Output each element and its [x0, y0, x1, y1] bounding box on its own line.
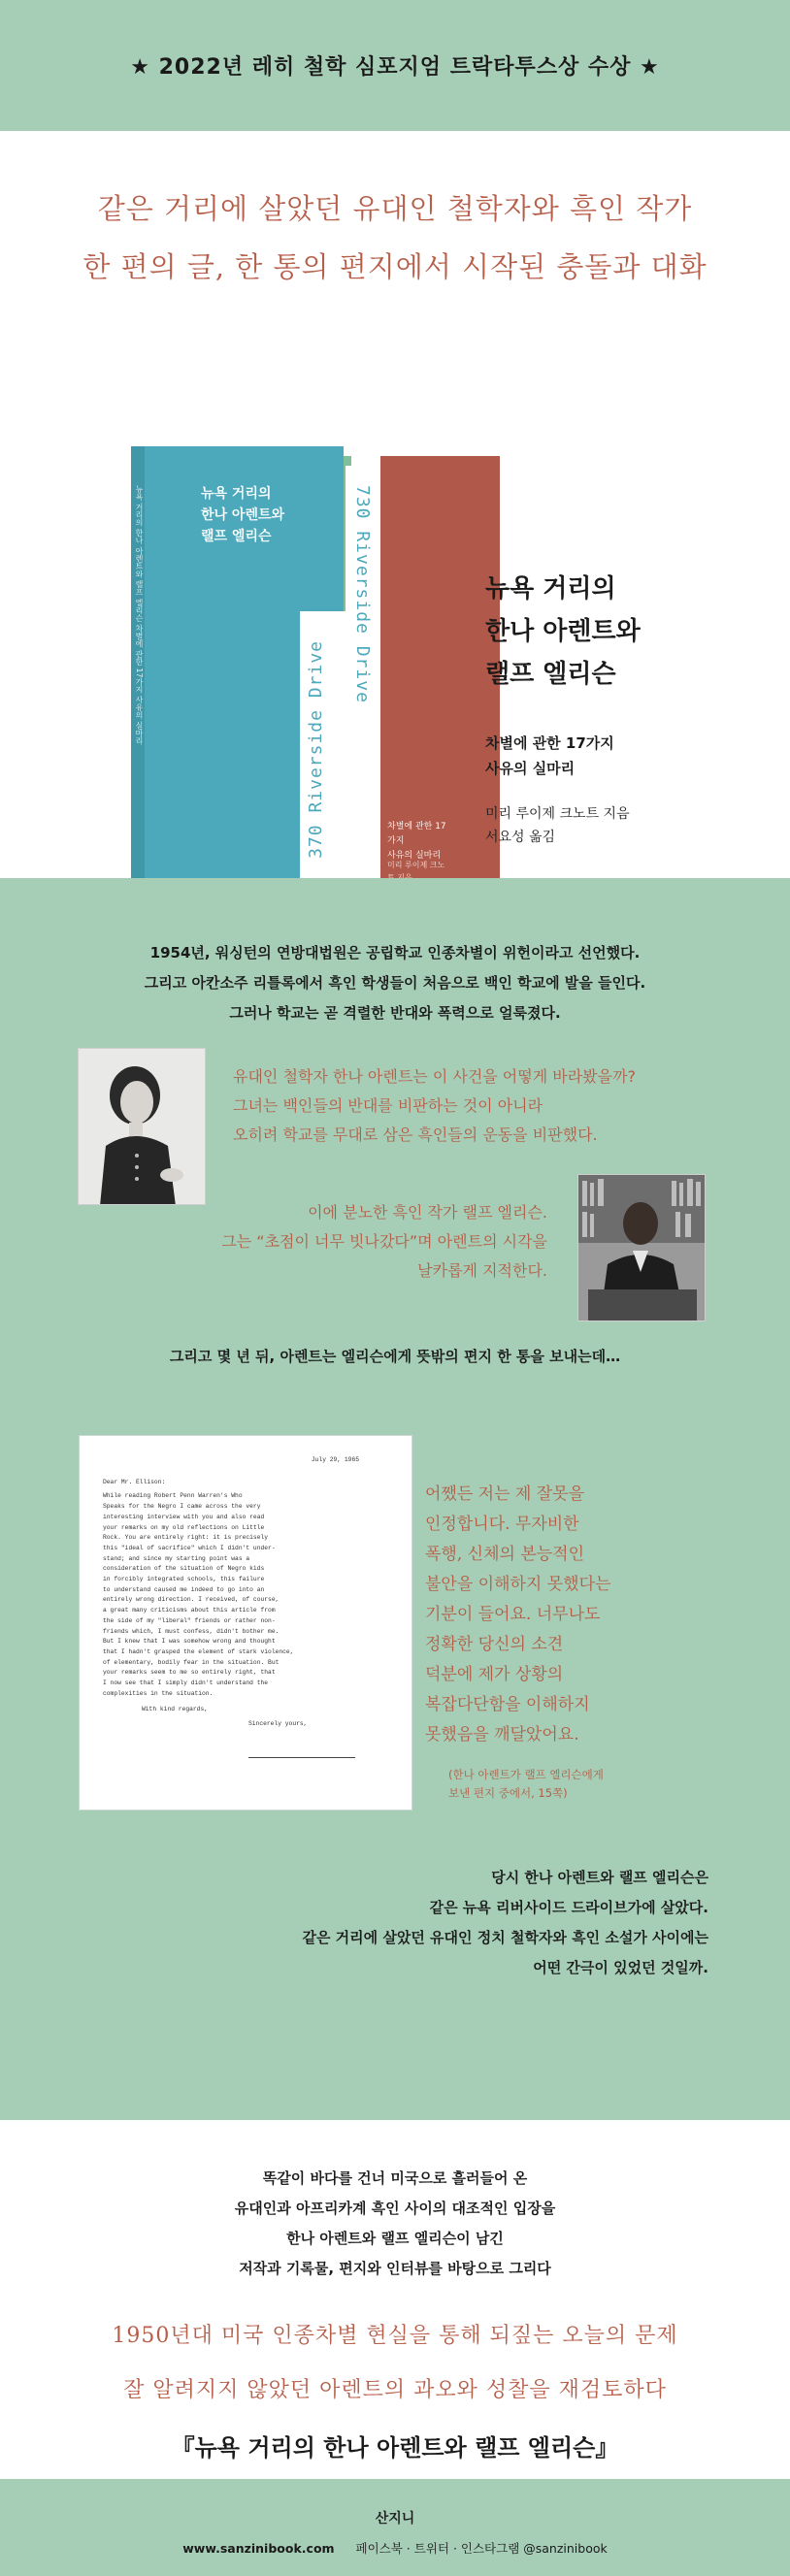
- closing-tagline: 1950년대 미국 인종차별 현실을 통해 되짚는 오늘의 문제 잘 알려지지 않았던 아렌트의 과오와 성찰을 재검토하다: [112, 2324, 678, 2402]
- letter-line: entirely wrong direction. I received, of course,: [103, 1596, 280, 1604]
- quote-line: 폭행, 신체의 본능적인: [425, 1545, 585, 1564]
- website-link[interactable]: www.sanzinibook.com: [182, 2541, 335, 2556]
- book-front-cover: [145, 446, 451, 931]
- award-banner: [0, 0, 790, 131]
- quote-source: (한나 아렌트가 랠프 엘리슨에게 보낸 편지 중에서, 15쪽): [448, 1768, 604, 1800]
- quote-line: 복잡다단함을 이해하지: [425, 1695, 590, 1714]
- spine-text: 뉴욕 거리의 한나 아렌트와 랠프 엘리슨 차별에 관한 17가지 사유의 실마리: [135, 485, 144, 745]
- book-cover-image: [131, 446, 451, 931]
- quote-line: 불안을 이해하지 못했다는: [425, 1575, 611, 1594]
- book-spine: [131, 446, 145, 931]
- award-text: ★ 2022년 레히 철학 심포지엄 트락타투스상 수상 ★: [130, 55, 660, 80]
- letter-date: July 29, 1965: [311, 1456, 359, 1463]
- letter-line: friends which, I must confess, didn't bother me.: [103, 1627, 280, 1635]
- letter-salutation: Dear Mr. Ellison:: [103, 1478, 166, 1485]
- hero-headline-line-2: 한 편의 글, 한 통의 편지에서 시작된 충돌과 대화: [82, 250, 708, 283]
- signature-line: [248, 1757, 355, 1758]
- book-info: [485, 568, 641, 849]
- hannah-arendt-photo: [78, 1048, 206, 1205]
- letter-line: interesting interview with you and also read: [103, 1513, 265, 1520]
- letter-line: stand; and since my starting point was a: [103, 1554, 250, 1562]
- book-credits: 미리 루이제 크노트 지음 서요성 옮김: [485, 806, 630, 845]
- letter-line: this "ideal of sacrifice" which I didn't under-: [103, 1544, 276, 1551]
- letter-line: consideration of the situation of Negro kids: [103, 1565, 265, 1573]
- letter-body: [103, 1491, 388, 1699]
- letter-line: in forcibly integrated schools, this failure: [103, 1576, 265, 1583]
- hero-headline-line-1: 같은 거리에 살았던 유대인 철학자와 흑인 작가: [97, 192, 693, 225]
- letter-line: your remarks seem to me so entirely right, that: [103, 1669, 276, 1677]
- letter-line: But I knew that I was somehow wrong and thought: [103, 1638, 276, 1646]
- letter-line: complexities in the situation.: [103, 1689, 214, 1697]
- intro-paragraph: 1954년, 워싱턴의 연방대법원은 공립학교 인종차별이 위헌이라고 선언했다. 그리고 아칸소주 리틀록에서 흑인 학생들이 처음으로 백인 학교에 발을 들인다. 그러나 학교는 곧 격렬한 반대와 폭력으로 얼룩졌다.: [144, 944, 646, 1022]
- letter-intro: 그리고 몇 년 뒤, 아렌트는 엘리슨에게 뜻밖의 편지 한 통을 보내는데…: [169, 1348, 621, 1365]
- footer-publisher: 산지니: [375, 2511, 415, 2527]
- cover-address-370: 370 Riverside Drive: [306, 640, 326, 859]
- letter-signoff: Sincerely yours,: [248, 1720, 308, 1728]
- quote-line: 정확한 당신의 소견: [425, 1635, 564, 1654]
- ellison-paragraph: 이에 분노한 흑인 작가 랠프 엘리슨. 그는 “초점이 너무 빗나갔다”며 아렌트의 시각을 날카롭게 지적한다.: [221, 1203, 547, 1280]
- letter-closing: With kind regards,: [142, 1706, 209, 1713]
- letter-line: Rock. You are entirely right: it is precisely: [103, 1534, 269, 1542]
- outro-paragraph: 당시 한나 아렌트와 랠프 엘리슨은 같은 뉴욕 리버사이드 드라이브가에 살았다. 같은 거리에 살았던 유대인 정치 철학자와 흑인 소설가 사이에는 어떤 간극이 있었던 것일까.: [302, 1869, 708, 1976]
- letter-line: that I hadn't grasped the element of stark violence,: [103, 1647, 294, 1655]
- ralph-ellison-photo: [577, 1174, 706, 1321]
- hero-headline: [0, 179, 790, 296]
- closing-section: [0, 2120, 790, 2479]
- closing-paragraph: 똑같이 바다를 건너 미국으로 흘러들어 온 유대인과 아프리카계 흑인 사이의 대조적인 입장을 한나 아렌트와 랠프 엘리슨이 남긴 저작과 기록물, 편지와 인터뷰를 바탕으로 그리다: [234, 2169, 556, 2277]
- quote-line: 인정합니다. 무자비한: [425, 1515, 579, 1534]
- cover-author: 미리 루이제 크노: [387, 861, 445, 869]
- book-title: 뉴욕 거리의 한나 아렌트와 랠프 엘리슨: [485, 574, 641, 689]
- letter-image: [80, 1436, 411, 1810]
- letter-line: of elementary, bodily fear in the situation. But: [103, 1658, 280, 1666]
- letter-line: a great many criticisms about this article from: [103, 1607, 276, 1614]
- quote-line: 기분이 들어요. 너무나도: [425, 1605, 601, 1624]
- letter-line: I now see that I simply didn't understand the: [103, 1679, 269, 1687]
- quote-line: 어쨌든 저는 제 잘못을: [425, 1484, 585, 1504]
- footer-links: [0, 2539, 790, 2557]
- story-section: [0, 878, 790, 2120]
- letter-line: the side of my "liberal" friends or rather non-: [103, 1616, 276, 1624]
- book-subtitle: 차별에 관한 17가지 사유의 실마리: [485, 734, 614, 777]
- social-links[interactable]: 페이스북 · 트위터 · 인스타그램 @sanzinibook: [355, 2541, 608, 2556]
- quote-line: 못했음을 깨달았어요.: [425, 1725, 579, 1745]
- footer: [0, 2479, 790, 2576]
- closing-book-title: 『뉴욕 거리의 한나 아렌트와 랠프 엘리슨』: [171, 2434, 619, 2462]
- letter-line: Speaks for the Negro I came across the very: [103, 1503, 261, 1511]
- hero-section: [0, 131, 790, 878]
- quote-line: 덕분에 제가 상황의: [425, 1665, 564, 1684]
- letter-line: to understand caused me indeed to go into an: [103, 1585, 265, 1593]
- letter-line: While reading Robert Penn Warren's Who: [103, 1492, 243, 1500]
- letter-quote: [425, 1480, 677, 1750]
- letter-line: your remarks on my old reflections on Little: [103, 1523, 265, 1531]
- cover-subtitle: 차별에 관한 17가지 사유의 실마리: [387, 822, 446, 861]
- arendt-paragraph: 유대인 철학자 한나 아렌트는 이 사건을 어떻게 바라봤을까? 그녀는 백인들의 반대를 비판하는 것이 아니라 오히려 학교를 무대로 삼은 흑인들의 운동을 비판했다.: [233, 1067, 637, 1144]
- cover-title: 뉴욕 거리의 한나 아렌트와 랠프 엘리슨: [201, 486, 285, 544]
- cover-address-730: 730 Riverside Drive: [352, 485, 373, 703]
